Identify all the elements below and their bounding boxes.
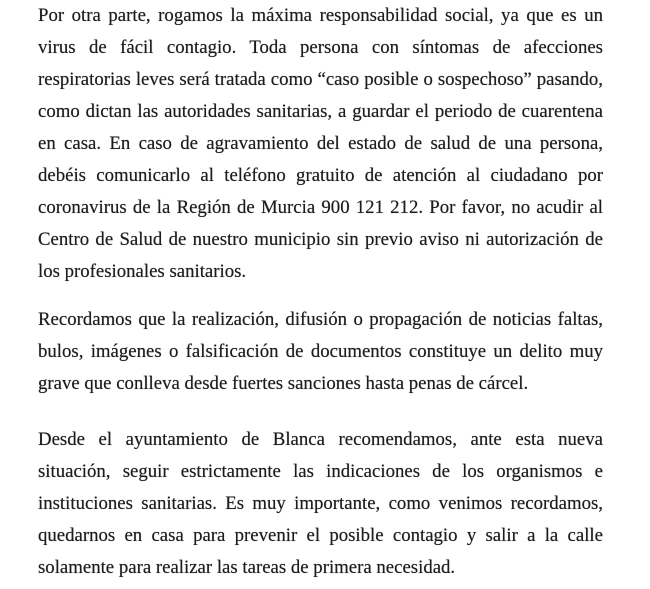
text-line: coronavirus de la Región de Murcia 900 121 212. Por favor, no acudir al <box>38 197 603 218</box>
text-line: Desde el ayuntamiento de Blanca recomendamos, ante esta nueva <box>38 429 603 450</box>
text-line: grave que conlleva desde fuertes sanciones hasta penas de cárcel. <box>38 373 529 394</box>
text-line: como dictan las autoridades sanitarias, a guardar el periodo de cuarentena <box>38 101 603 122</box>
text-line: situación, seguir estrictamente las indicaciones de los organismos e <box>38 461 603 482</box>
paragraph <box>38 424 603 584</box>
text-line: Por otra parte, rogamos la máxima responsabilidad social, ya que es un <box>38 5 603 26</box>
text-line: Centro de Salud de nuestro municipio sin previo aviso ni autorización de <box>38 229 603 250</box>
text-line: bulos, imágenes o falsificación de documentos constituye un delito muy <box>38 341 603 362</box>
paragraph <box>38 304 603 400</box>
document-page <box>38 0 603 584</box>
text-line: instituciones sanitarias. Es muy importante, como venimos recordamos, <box>38 493 603 514</box>
text-line: en casa. En caso de agravamiento del estado de salud de una persona, <box>38 133 603 154</box>
text-line: quedarnos en casa para prevenir el posible contagio y salir a la calle <box>38 525 603 546</box>
text-line: virus de fácil contagio. Toda persona con síntomas de afecciones <box>38 37 603 58</box>
text-line: los profesionales sanitarios. <box>38 261 247 282</box>
text-line: respiratorias leves será tratada como “caso posible o sospechoso” pasando, <box>38 69 603 90</box>
text-line: Recordamos que la realización, difusión o propagación de noticias faltas, <box>38 309 603 330</box>
text-line: debéis comunicarlo al teléfono gratuito de atención al ciudadano por <box>38 165 603 186</box>
text-line: solamente para realizar las tareas de primera necesidad. <box>38 557 456 578</box>
paragraph <box>38 0 603 288</box>
